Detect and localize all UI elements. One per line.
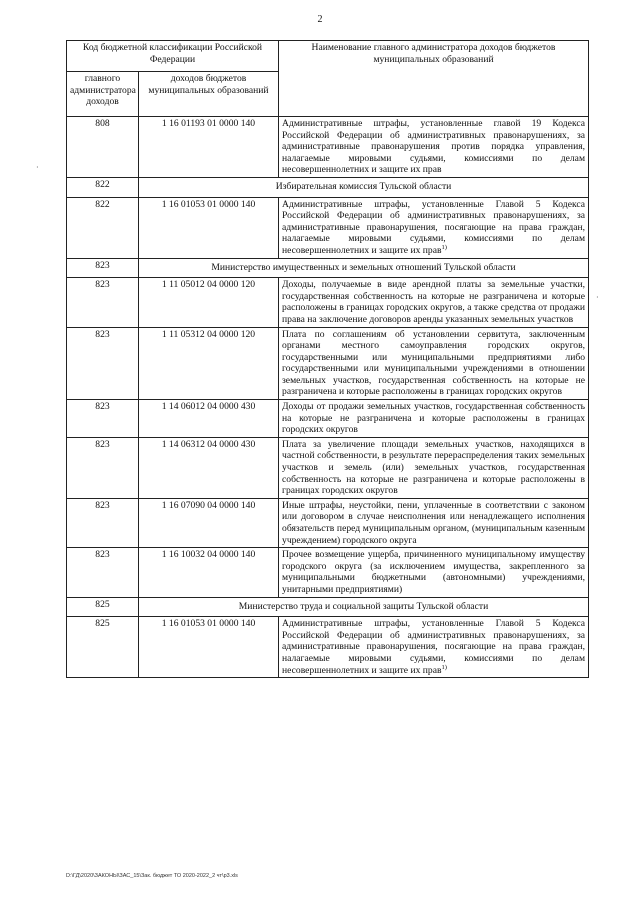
group-row [67, 258, 589, 278]
income-description [279, 617, 589, 678]
income-description [279, 117, 589, 178]
header-admin-col: главного администратора доходов [67, 72, 139, 117]
admin-table [66, 40, 589, 678]
description-text: Плата за увеличение площади земельных участков, находящихся в частной собственности, в результате перераспределения таких земельных участков и земель (или) земельных участков, государственная собственность на которые не разграничена и которые расположены в границах городских округов [282, 438, 586, 497]
description-text: Доходы, получаемые в виде арендной платы за земельные участки, государственная собственность на которые не разграничена и которые расположены в границах городских округов, а также средства от продажи права на заключение договоров аренды указанных земельных участков [282, 279, 586, 325]
table-row [67, 278, 589, 327]
header-admin-name: Наименование главного администратора доходов бюджетов муниципальных образований [279, 41, 589, 117]
admin-code: 808 [67, 117, 139, 178]
description-text: Прочее возмещение ущерба, причиненного муниципальному имуществу городского округа (за исключением имущества, закрепленного за муниципальными бюджетными (автономными) учреждениями, унитарными предприятиями) [282, 549, 586, 595]
description-text: Административные штрафы, установленные Главой 5 Кодекса Российской Федерации об административных правонарушениях, за административные правонарушения, посягающие на права граждан, налагаемые мировыми судьями, комиссиями по делам несовершеннолетних и защите их прав [282, 618, 586, 676]
file-path-footer: D:\ГД\2020\ЗАКОНЫ\ЗАС_15\Зак. бюджет ТО 2020-2022_2 чт\р3.xls [66, 873, 238, 879]
budget-code: 1 11 05312 04 0000 120 [139, 327, 279, 400]
income-description [279, 498, 589, 547]
table-row [67, 400, 589, 438]
income-description [279, 548, 589, 597]
table-row [67, 327, 589, 400]
margin-mark: · [596, 293, 599, 302]
budget-code: 1 16 01053 01 0000 140 [139, 617, 279, 678]
group-row [67, 597, 589, 617]
margin-mark: · [36, 163, 39, 172]
description-text: Административные штрафы, установленные главой 19 Кодекса Российской Федерации об административных правонарушениях, за административные правонарушения против порядка управления, налагаемые мировыми судьями, комиссиями по делам несовершеннолетних и защите их прав [282, 118, 586, 176]
budget-code: 1 14 06012 04 0000 430 [139, 400, 279, 438]
budget-code: 1 16 07090 04 0000 140 [139, 498, 279, 547]
table-row [67, 617, 589, 678]
header-code-group: Код бюджетной классификации Российской Федерации [67, 41, 279, 72]
income-description [279, 327, 589, 400]
table-row [67, 498, 589, 547]
table-row [67, 548, 589, 597]
footnote-marker: 1) [441, 663, 447, 671]
budget-code: 1 16 10032 04 0000 140 [139, 548, 279, 597]
budget-code: 1 16 01053 01 0000 140 [139, 197, 279, 258]
description-text: Иные штрафы, неустойки, пени, уплаченные в соответствии с законом или договором в случае неисполнения или ненадлежащего исполнения обязательств перед муниципальным органом, (муниципальным казенным учреждением) городского округа [282, 499, 586, 546]
table-row [67, 117, 589, 178]
admin-code: 823 [67, 258, 139, 278]
income-description [279, 197, 589, 258]
table-row [67, 437, 589, 498]
admin-code: 823 [67, 327, 139, 400]
admin-code: 823 [67, 278, 139, 327]
footnote-marker: 1) [441, 243, 447, 251]
group-title: Министерство труда и социальной защиты Тульской области [139, 597, 589, 617]
group-title: Министерство имущественных и земельных отношений Тульской области [139, 258, 589, 278]
admin-code: 825 [67, 617, 139, 678]
budget-code: 1 14 06312 04 0000 430 [139, 437, 279, 498]
budget-code: 1 11 05012 04 0000 120 [139, 278, 279, 327]
table-row [67, 197, 589, 258]
admin-code: 823 [67, 400, 139, 438]
header-income-col: доходов бюджетов муниципальных образований [139, 72, 279, 117]
income-description [279, 437, 589, 498]
header-row [67, 41, 589, 72]
description-text: Доходы от продажи земельных участков, государственная собственность на которые не разграничена и которые расположены в границах городских округов [282, 401, 586, 436]
description-text: Плата по соглашениям об установлении сервитута, заключенным органами местного самоуправления городских округов, государственными или муниципальными предприятиями либо государственными или муниципальными учреждениями в отношении земельных участков, государственная собственность на которые не разграничена и которые расположены в границах городских округов [282, 328, 586, 398]
admin-code: 823 [67, 498, 139, 547]
group-title: Избирательная комиссия Тульской области [139, 177, 589, 197]
admin-code: 822 [67, 177, 139, 197]
income-description [279, 278, 589, 327]
page-number: 2 [317, 14, 323, 25]
group-row [67, 177, 589, 197]
description-text: Административные штрафы, установленные Главой 5 Кодекса Российской Федерации об административных правонарушениях, за административные правонарушения, посягающие на права граждан, налагаемые мировыми судьями, комиссиями по делам несовершеннолетних и защите их прав [282, 198, 586, 256]
admin-code: 822 [67, 197, 139, 258]
admin-code: 823 [67, 437, 139, 498]
admin-code: 823 [67, 548, 139, 597]
admin-code: 825 [67, 597, 139, 617]
income-description [279, 400, 589, 438]
budget-code: 1 16 01193 01 0000 140 [139, 117, 279, 178]
